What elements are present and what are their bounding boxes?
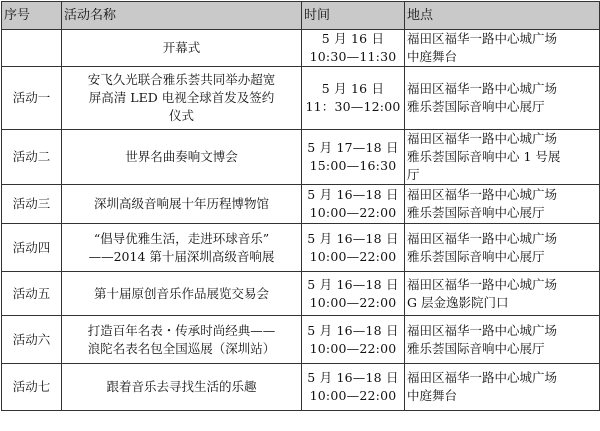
row-location-line: 雅乐荟国际音响中心 1 号展 xyxy=(407,149,561,164)
row-index: 活动七 xyxy=(2,364,62,411)
row-name xyxy=(62,30,302,67)
row-time-line: 5 月 16 日 xyxy=(321,31,385,46)
row-time-line: 5 月 16 日 xyxy=(321,81,385,96)
row-time-line: 5 月 16—18 日 xyxy=(307,187,399,202)
row-name-line: 跟着音乐去寻找生活的乐趣 xyxy=(106,379,257,394)
row-time-line: 10:00—22:00 xyxy=(309,205,397,220)
row-time-line: 5 月 16—18 日 xyxy=(307,370,399,385)
row-time xyxy=(302,30,405,67)
table-row xyxy=(2,364,600,411)
row-index: 活动二 xyxy=(2,130,62,185)
row-location-line: 福田区福华一路中心城广场 xyxy=(407,131,558,146)
row-time xyxy=(302,130,405,185)
row-time-line: 5 月 16—18 日 xyxy=(307,230,399,246)
header-index: 序号 xyxy=(2,2,62,30)
row-name-line: 第十届原创音乐作品展览交易会 xyxy=(93,285,269,301)
header-row xyxy=(2,2,600,30)
row-index: 活动六 xyxy=(2,316,62,364)
row-name xyxy=(62,185,302,224)
row-time-line: 10:00—22:00 xyxy=(309,388,397,403)
row-location-line: 福田区福华一路中心城广场 xyxy=(407,276,558,292)
row-index: 活动一 xyxy=(2,67,62,130)
row-location xyxy=(405,316,600,364)
row-time xyxy=(302,185,405,224)
row-name-line: 深圳高级音响展十年历程博物馆 xyxy=(93,196,269,211)
row-location xyxy=(405,67,600,130)
row-time xyxy=(302,224,405,272)
row-location-line: G 层金逸影院门口 xyxy=(407,294,509,310)
table-row xyxy=(2,67,600,130)
row-time-line: 10:30—11:30 xyxy=(309,49,397,64)
row-time-line: 10:00—22:00 xyxy=(309,294,397,310)
row-name-line: 屏高清 LED 电视全球首发及签约 xyxy=(88,90,275,105)
row-location-line: 厅 xyxy=(407,167,420,182)
row-name xyxy=(62,316,302,364)
row-time-line: 5 月 17—18 日 xyxy=(307,140,399,155)
row-name-line: 仪式 xyxy=(168,108,194,123)
row-name-line: 浪陀名表名包全国巡展（深圳站） xyxy=(87,340,276,356)
table-body xyxy=(2,30,600,411)
row-time-line: 5 月 16—18 日 xyxy=(307,322,399,338)
row-name-line: 世界名曲奏响文博会 xyxy=(125,149,238,164)
row-location xyxy=(405,185,600,224)
row-location xyxy=(405,130,600,185)
row-time-line: 15:00—16:30 xyxy=(309,158,397,173)
row-location xyxy=(405,30,600,67)
row-time-line: 10:00—22:00 xyxy=(309,340,397,356)
row-location xyxy=(405,272,600,316)
row-location-line: 福田区福华一路中心城广场 xyxy=(407,187,558,202)
row-location-line: 福田区福华一路中心城广场 xyxy=(407,370,558,385)
row-name-line: 打造百年名表・传承时尚经典—— xyxy=(87,322,276,338)
header-location: 地点 xyxy=(405,2,600,30)
header-name: 活动名称 xyxy=(62,2,302,30)
row-name-line: “倡导优雅生活，走进环球音乐” xyxy=(93,230,270,246)
table-row xyxy=(2,185,600,224)
row-location-line: 雅乐荟国际音响中心展厅 xyxy=(407,205,545,220)
table-row xyxy=(2,30,600,67)
table-row xyxy=(2,316,600,364)
table-row xyxy=(2,224,600,272)
row-location-line: 中庭舞台 xyxy=(407,49,458,64)
table-row xyxy=(2,272,600,316)
row-location-line: 福田区福华一路中心城广场 xyxy=(407,322,558,338)
row-location-line: 中庭舞台 xyxy=(407,388,458,403)
table-row xyxy=(2,130,600,185)
row-location xyxy=(405,364,600,411)
header-time: 时间 xyxy=(302,2,405,30)
row-time xyxy=(302,316,405,364)
schedule-table xyxy=(1,1,600,411)
row-name-line: 安飞久光联合雅乐荟共同举办超宽 xyxy=(87,72,276,87)
row-name xyxy=(62,224,302,272)
row-time xyxy=(302,272,405,316)
row-name xyxy=(62,67,302,130)
row-name xyxy=(62,364,302,411)
row-time-line: 10:00—22:00 xyxy=(309,248,397,264)
row-index xyxy=(2,30,62,67)
row-location-line: 雅乐荟国际音响中心展厅 xyxy=(407,340,545,356)
row-name xyxy=(62,272,302,316)
row-time-line: 5 月 16—18 日 xyxy=(307,276,399,292)
row-name xyxy=(62,130,302,185)
table-header xyxy=(2,2,600,30)
row-location-line: 雅乐荟国际音响中心展厅 xyxy=(407,248,545,264)
row-location-line: 福田区福华一路中心城广场 xyxy=(407,81,558,96)
row-name-line: 开幕式 xyxy=(162,40,201,55)
row-location xyxy=(405,224,600,272)
row-location-line: 福田区福华一路中心城广场 xyxy=(407,31,558,46)
row-index: 活动五 xyxy=(2,272,62,316)
row-time xyxy=(302,67,405,130)
row-name-line: ——2014 第十届深圳高级音响展 xyxy=(88,248,275,264)
row-index: 活动四 xyxy=(2,224,62,272)
row-time-line: 11：30—12:00 xyxy=(305,99,401,114)
row-index: 活动三 xyxy=(2,185,62,224)
row-location-line: 雅乐荟国际音响中心展厅 xyxy=(407,99,545,114)
row-time xyxy=(302,364,405,411)
row-location-line: 福田区福华一路中心城广场 xyxy=(407,230,558,246)
